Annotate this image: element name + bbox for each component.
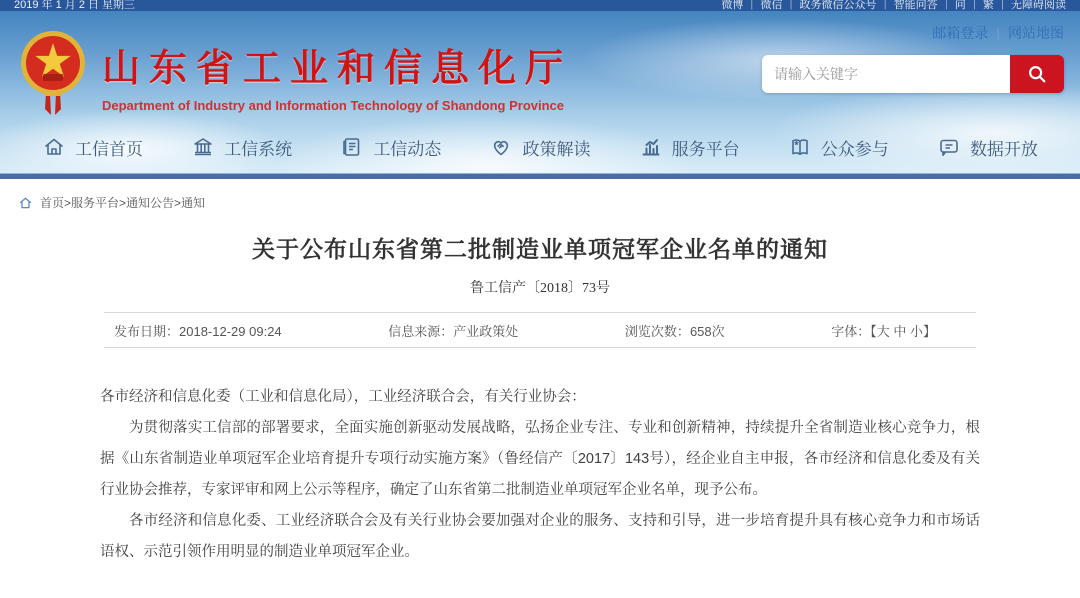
header-right	[762, 23, 1064, 93]
main-content	[0, 179, 1080, 568]
search-input[interactable]	[762, 55, 1010, 93]
nav-item-news[interactable]	[340, 135, 441, 160]
sitemap-link[interactable]: 网站地图	[1008, 25, 1064, 41]
quick-links	[762, 23, 1064, 43]
home-icon	[42, 135, 66, 159]
nav-label: 公众参与	[820, 139, 889, 159]
search-button[interactable]	[1010, 55, 1064, 93]
page-title: 关于公布山东省第二批制造业单项冠军企业名单的通知	[252, 237, 828, 262]
breadcrumb-path: 首页>服务平台>通知公告>通知	[40, 196, 206, 210]
article-meta-bar	[104, 312, 976, 348]
national-emblem-logo	[20, 27, 86, 119]
nav-label: 数据开放	[969, 139, 1038, 159]
book-icon	[788, 135, 812, 159]
info-source: 信息来源：产业政策处	[388, 323, 519, 339]
nav-label: 工信动态	[373, 139, 442, 159]
font-size-control[interactable]: 字体：【大 中 小】	[831, 323, 936, 339]
chart-icon	[639, 135, 663, 159]
nav-label: 服务平台	[671, 139, 740, 159]
nav-item-data[interactable]	[937, 135, 1038, 160]
policy-handshake-icon	[489, 135, 513, 159]
nav-label: 工信首页	[75, 139, 143, 159]
search-bar	[762, 55, 1064, 93]
link-divider: |	[996, 25, 1000, 41]
chat-icon	[937, 135, 961, 159]
news-icon	[340, 135, 364, 159]
site-titles	[102, 27, 572, 113]
view-count: 浏览次数：658次	[624, 323, 725, 339]
topbar-date: 2019 年 1 月 2 日 星期三	[14, 0, 136, 11]
body-paragraph: 为贯彻落实工信部的部署要求，全面实施创新驱动发展战略，弘扬企业专注、专业和创新精神，持续提升全省制造业核心竞争力，根据《山东省制造业单项冠军企业培育提升专项行动实施方案》（鲁经信产〔2017〕143号），经企业自主申报，各市经济和信息化委及有关行业协会推荐，专家评审和网上公示等程序，确定了山东省第二批制造业单项冠军企业名单，现予公布。	[100, 420, 980, 498]
nav-label: 政策解读	[522, 139, 591, 159]
nav-item-home[interactable]	[42, 135, 143, 160]
search-icon	[1026, 63, 1048, 85]
nav-label: 工信系统	[224, 139, 293, 159]
nav-item-platform[interactable]	[639, 135, 740, 160]
institution-icon	[191, 135, 215, 159]
site-header	[0, 11, 1080, 173]
main-nav	[0, 121, 1080, 173]
salutation-paragraph: 各市经济和信息化委（工业和信息化局），工业经济联合会，有关行业协会：	[100, 389, 586, 405]
publish-date: 发布日期：2018-12-29 09:24	[114, 323, 282, 339]
mail-login-link[interactable]: 邮箱登录	[932, 25, 989, 41]
nav-item-policy[interactable]	[489, 135, 590, 160]
breadcrumb[interactable]	[0, 179, 1080, 211]
site-title: 山东省工业和信息化厅	[102, 48, 573, 90]
breadcrumb-home-icon	[18, 196, 33, 210]
topbar-links[interactable]: 微博 ｜ 微信 ｜ 政务微信公众号 ｜ 智能问答 ｜ 问 ｜ 繁 ｜ 无障碍阅读	[721, 0, 1066, 11]
site-subtitle: Department of Industry and Information Technology of Shandong Province	[102, 98, 565, 113]
article-body	[100, 382, 980, 568]
nav-item-participation[interactable]	[788, 135, 889, 160]
font-size-options[interactable]: 【大 中 小】	[870, 323, 936, 339]
topbar	[0, 0, 1080, 11]
brand	[20, 27, 572, 119]
doc-number: 鲁工信产〔2018〕73号	[470, 281, 610, 296]
nav-item-system[interactable]	[191, 135, 292, 160]
body-paragraph: 各市经济和信息化委、工业经济联合会及有关行业协会要加强对企业的服务、支持和引导，进一步培育提升具有核心竞争力和市场话语权、示范引领作用明显的制造业单项冠军企业。	[100, 513, 980, 560]
